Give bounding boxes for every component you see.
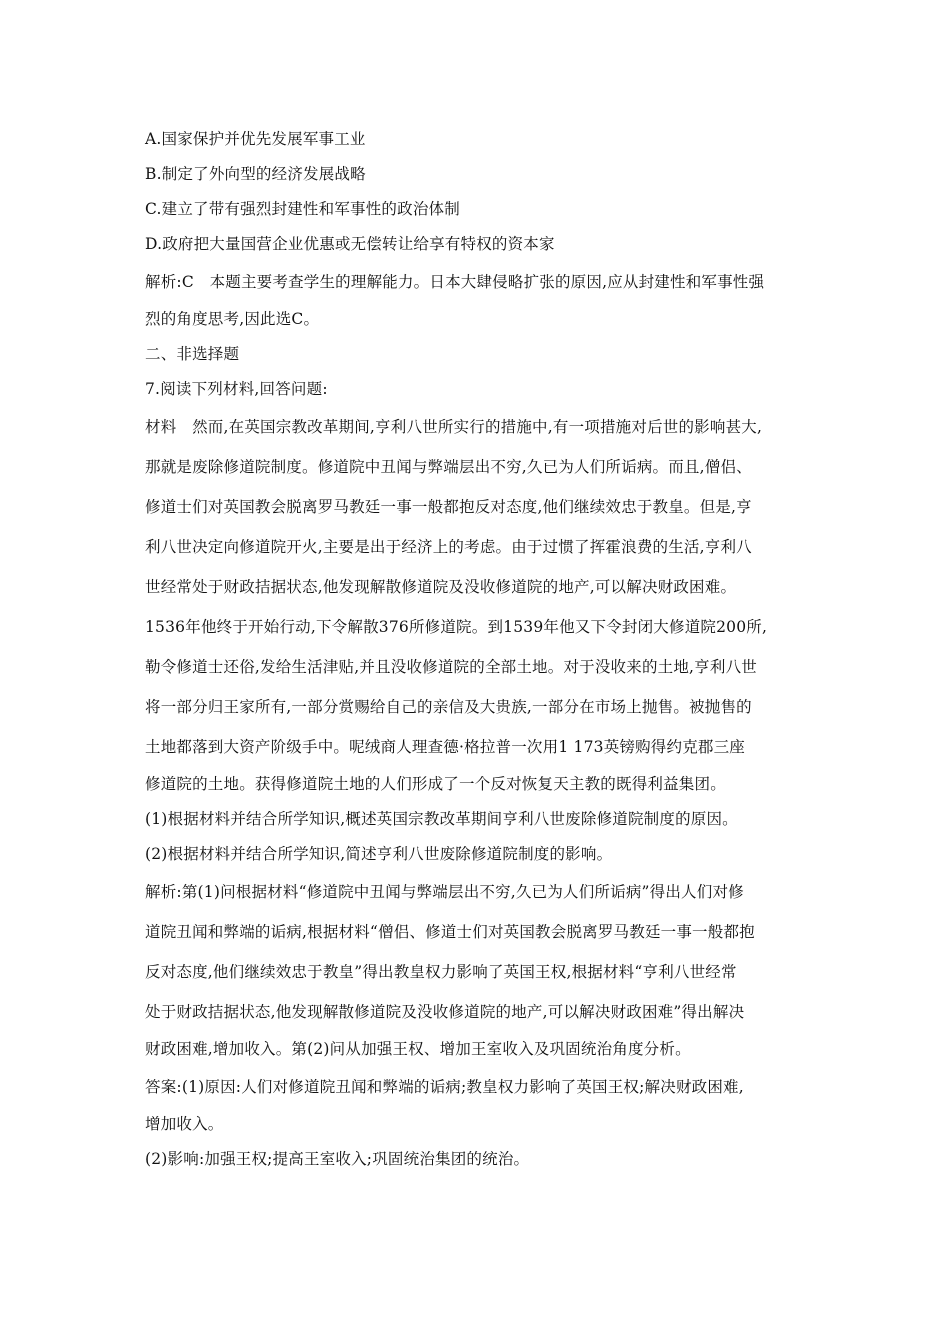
question-stem: 7.阅读下列材料,回答问题:	[145, 380, 328, 398]
option-b: B.制定了外向型的经济发展战略	[145, 165, 366, 183]
analysis-line: 解析:C 本题主要考查学生的理解能力。日本大肆侵略扩张的原因,应从封建性和军事性强	[145, 273, 765, 291]
option-d: D.政府把大量国营企业优惠或无偿转让给享有特权的资本家	[145, 235, 555, 253]
material-line: 修道院的土地。获得修道院土地的人们形成了一个反对恢复天主教的既得利益集团。	[145, 775, 726, 793]
option-c: C.建立了带有强烈封建性和军事性的政治体制	[145, 200, 460, 218]
analysis-line: 解析:第(1)问根据材料“修道院中丑闻与弊端层出不穷,久已为人们所诟病”得出人们对修	[145, 883, 744, 901]
section-title: 二、非选择题	[145, 345, 240, 363]
analysis-line: 道院丑闻和弊端的诟病,根据材料“僧侣、修道士们对英国教会脱离罗马教廷一事一般都抱	[145, 923, 755, 941]
sub-question-2: (2)根据材料并结合所学知识,简述亨利八世废除修道院制度的影响。	[145, 845, 613, 863]
material-line: 世经常处于财政拮据状态,他发现解散修道院及没收修道院的地产,可以解决财政困难。	[145, 578, 737, 596]
document-page	[145, 122, 825, 1177]
material-line: 土地都落到大资产阶级手中。呢绒商人理查德·格拉普一次用1 173英镑购得约克郡三座	[145, 738, 746, 756]
analysis-line: 烈的角度思考,因此选C。	[145, 310, 320, 328]
answer-line: (2)影响:加强王权;提高王室收入;巩固统治集团的统治。	[145, 1150, 530, 1168]
material-line: 修道士们对英国教会脱离罗马教廷一事一般都抱反对态度,他们继续效忠于教皇。但是,亨	[145, 498, 752, 516]
material-line: 材料 然而,在英国宗教改革期间,亨利八世所实行的措施中,有一项措施对后世的影响甚大,	[145, 418, 763, 436]
material-line: 1536年他终于开始行动,下令解散376所修道院。到1539年他又下令封闭大修道院200所,	[145, 618, 768, 636]
material-line: 将一部分归王家所有,一部分赏赐给自己的亲信及大贵族,一部分在市场上抛售。被抛售的	[145, 698, 752, 716]
sub-question-1: (1)根据材料并结合所学知识,概述英国宗教改革期间亨利八世废除修道院制度的原因。	[145, 810, 738, 828]
analysis-line: 反对态度,他们继续效忠于教皇”得出教皇权力影响了英国王权,根据材料“亨利八世经常	[145, 963, 737, 981]
material-line: 勒令修道士还俗,发给生活津贴,并且没收修道院的全部土地。对于没收来的土地,亨利八世	[145, 658, 757, 676]
analysis-line: 处于财政拮据状态,他发现解散修道院及没收修道院的地产,可以解决财政困难”得出解决	[145, 1003, 745, 1021]
material-line: 那就是废除修道院制度。修道院中丑闻与弊端层出不穷,久已为人们所诟病。而且,僧侣、	[145, 458, 752, 476]
material-line: 利八世决定向修道院开火,主要是出于经济上的考虑。由于过惯了挥霍浪费的生活,亨利八	[145, 538, 752, 556]
answer-line: 增加收入。	[145, 1115, 224, 1133]
analysis-line: 财政困难,增加收入。第(2)问从加强王权、增加王室收入及巩固统治角度分析。	[145, 1040, 691, 1058]
answer-line: 答案:(1)原因:人们对修道院丑闻和弊端的诟病;教皇权力影响了英国王权;解决财政困难,	[145, 1078, 744, 1096]
option-a: A.国家保护并优先发展军事工业	[145, 130, 366, 148]
